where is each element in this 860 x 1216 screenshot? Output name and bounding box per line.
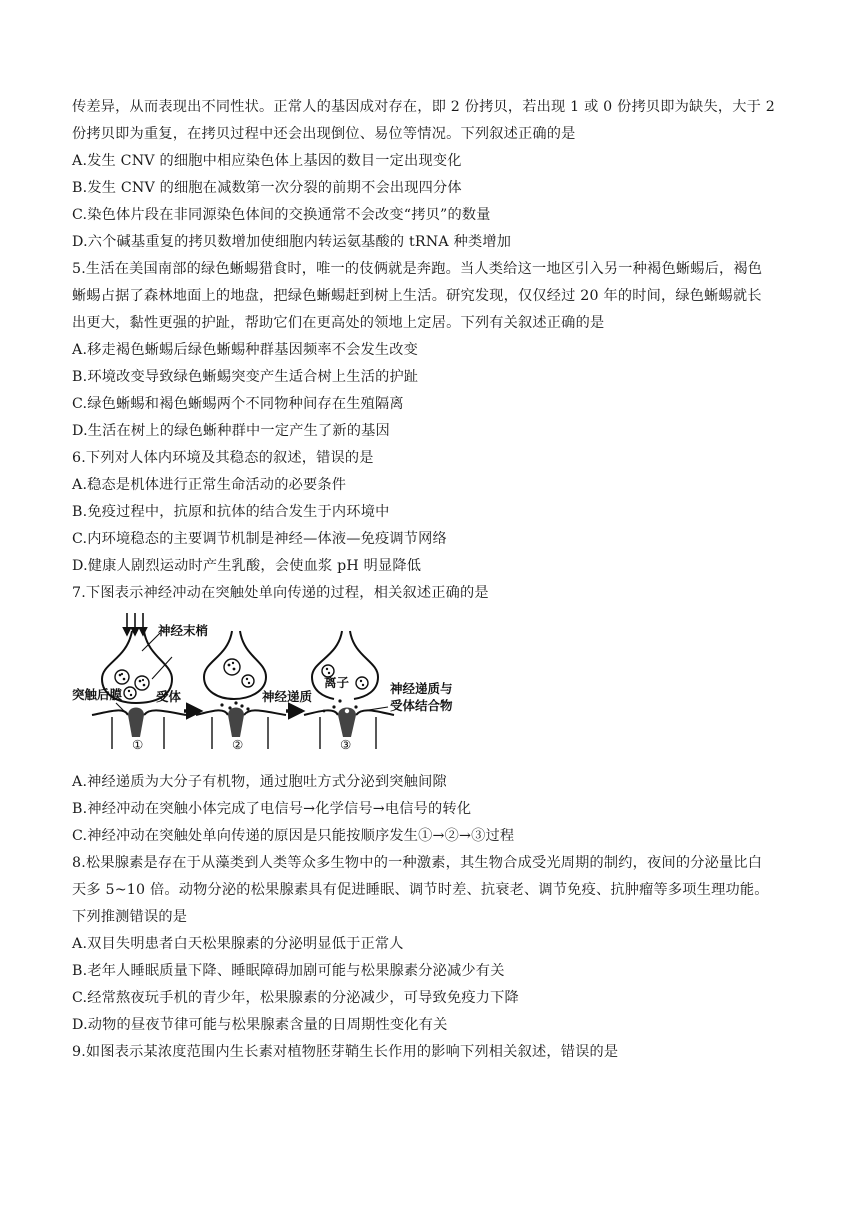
option-b: B.发生 CNV 的细胞在减数第一次分裂的前期不会出现四分体 <box>72 180 462 196</box>
impulse-arrows <box>127 613 143 635</box>
option-b: B.神经冲动在突触小体完成了电信号→化学信号→电信号的转化 <box>72 801 472 817</box>
label-neurotransmitter: 神经递质 <box>262 689 313 704</box>
label-postsynaptic-membrane: 突触后膜 <box>72 687 123 702</box>
text-line: 份拷贝即为重复，在拷贝过程中还会出现倒位、易位等情况。下列叙述正确的是 <box>72 126 576 142</box>
option-d: D.六个碱基重复的拷贝数增加使细胞内转运氨基酸的 tRNA 种类增加 <box>72 234 512 250</box>
question-stem: 6.下列对人体内环境及其稳态的叙述，错误的是 <box>72 450 374 466</box>
membrane-lines <box>112 717 376 749</box>
question-4-options <box>72 148 802 256</box>
option-d: D.生活在树上的绿色蜥种群中一定产生了新的基因 <box>72 423 390 439</box>
option-c: C.绿色蜥蜴和褐色蜥蜴两个不同物种间存在生殖隔离 <box>72 396 404 412</box>
intro-text <box>72 94 802 148</box>
question-stem: 7.下图表示神经冲动在突触处单向传递的过程，相关叙述正确的是 <box>72 585 489 601</box>
label-binding-line1: 神经递质与 <box>390 681 453 696</box>
stage-1-label: ① <box>132 737 144 752</box>
option-b: B.老年人睡眠质量下降、睡眠障碍加剧可能与松果腺素分泌减少有关 <box>72 963 505 979</box>
option-c: C.经常熬夜玩手机的青少年，松果腺素的分泌减少，可导致免疫力下降 <box>72 990 519 1006</box>
option-a: A.神经递质为大分子有机物，通过胞吐方式分泌到突触间隙 <box>72 774 447 790</box>
text-line: 传差异，从而表现出不同性状。正常人的基因成对存在，即 2 份拷贝，若出现 1 或 0 份拷贝即为缺失，大于 2 <box>72 99 775 115</box>
question-stem: 9.如图表示某浓度范围内生长素对植物胚芽鞘生长作用的影响下列相关叙述，错误的是 <box>72 1044 619 1060</box>
question-8 <box>72 850 802 1039</box>
question-7 <box>72 580 802 850</box>
question-stem: 天多 5~10 倍。动物分泌的松果腺素具有促进睡眠、调节时差、抗衰老、调节免疫、抗肿瘤等多项生理功能。 <box>72 882 769 898</box>
option-a: A.双目失明患者白天松果腺素的分泌明显低于正常人 <box>72 936 404 952</box>
option-b: B.免疫过程中，抗原和抗体的结合发生于内环境中 <box>72 504 390 520</box>
question-stem: 蜥蜴占据了森林地面上的地盘，把绿色蜥蜴赶到树上生活。研究发现，仅仅经过 20 年的时间，绿色蜥蜴就长 <box>72 288 762 304</box>
label-nerve-terminal: 神经末梢 <box>158 623 209 638</box>
option-d: D.健康人剧烈运动时产生乳酸，会使血浆 pH 明显降低 <box>72 558 422 574</box>
synapse-figure <box>72 611 460 763</box>
option-c: C.染色体片段在非同源染色体间的交换通常不会改变“拷贝”的数量 <box>72 207 491 223</box>
question-stem: 5.生活在美国南部的绿色蜥蜴猎食时，唯一的伎俩就是奔跑。当人类给这一地区引入另一种褐色蜥蜴后，褐色 <box>72 261 763 277</box>
question-5 <box>72 256 802 445</box>
option-a: A.移走褐色蜥蜴后绿色蜥蜴种群基因频率不会发生改变 <box>72 342 419 358</box>
question-6 <box>72 445 802 580</box>
label-binding-line2: 受体结合物 <box>390 698 453 713</box>
exam-page <box>72 94 802 1066</box>
question-stem: 出更大，黏性更强的护趾，帮助它们在更高处的领地上定居。下列有关叙述正确的是 <box>72 315 605 331</box>
label-receptor: 受体 <box>156 689 182 704</box>
option-c: C.内环境稳态的主要调节机制是神经—体液—免疫调节网络 <box>72 531 447 547</box>
option-c: C.神经冲动在突触处单向传递的原因是只能按顺序发生①→②→③过程 <box>72 828 515 844</box>
option-a: A.稳态是机体进行正常生命活动的必要条件 <box>72 477 347 493</box>
option-d: D.动物的昼夜节律可能与松果腺素含量的日周期性变化有关 <box>72 1017 448 1033</box>
receptor-bound-transmitter <box>345 709 349 713</box>
label-ion: 离子 <box>324 675 350 690</box>
option-a: A.发生 CNV 的细胞中相应染色体上基因的数目一定出现变化 <box>72 153 462 169</box>
question-stem: 8.松果腺素是存在于从藻类到人类等众多生物中的一种激素，其生物合成受光周期的制约，夜间的分泌量比白 <box>72 855 763 871</box>
option-b: B.环境改变导致绿色蜥蜴突变产生适合树上生活的护趾 <box>72 369 419 385</box>
question-9 <box>72 1039 802 1066</box>
stage-2-label: ② <box>232 737 244 752</box>
question-stem: 下列推测错误的是 <box>72 909 188 925</box>
stage-3-label: ③ <box>340 737 352 752</box>
